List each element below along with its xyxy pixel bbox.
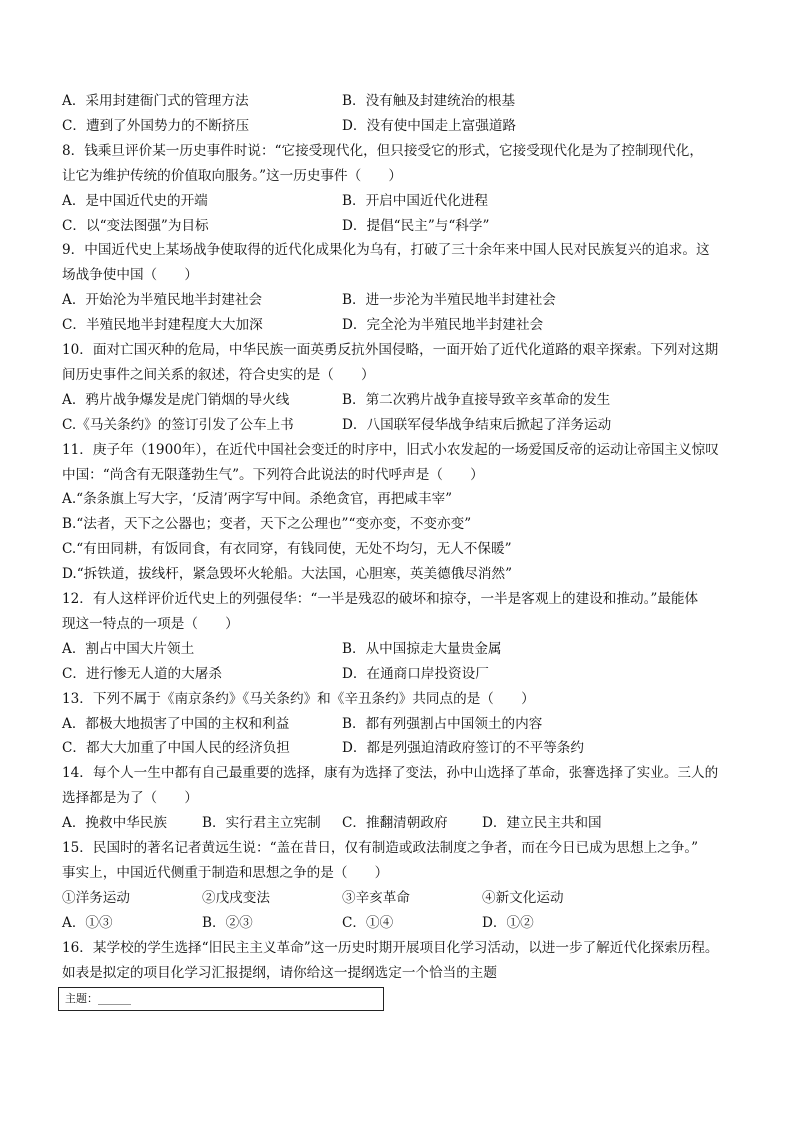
option-item: ①洋务运动 bbox=[62, 890, 130, 906]
option-right: B．没有触及封建统治的根基 bbox=[342, 93, 516, 109]
option-left: C．半殖民地半封建程度大大加深 bbox=[62, 317, 263, 333]
question-text-line: 事实上，中国近代侧重于制造和思想之争的是（ ） bbox=[62, 865, 389, 881]
question-text-line: D.“拆铁道，拔线杆，紧急毁坏火轮船。大法国，心胆寒，英美德俄尽消然” bbox=[62, 566, 513, 582]
question-text-line: 12．有人这样评价近代史上的列强侵华：“一半是残忍的破坏和掠夺，一半是客观上的建设和推动。”最能体 bbox=[62, 591, 699, 607]
option-left: C．以“变法图强”为目标 bbox=[62, 218, 209, 234]
question-text-line: A.“条条旗上写大字，‘反清’两字写中间。杀绝贪官，再把咸丰宰” bbox=[62, 491, 453, 507]
option-item: ②戊戌变法 bbox=[202, 890, 270, 906]
option-item: D．①② bbox=[482, 915, 534, 931]
option-left: A．割占中国大片领土 bbox=[62, 641, 195, 657]
option-right: B．开启中国近代化进程 bbox=[342, 193, 488, 209]
option-item: D．建立民主共和国 bbox=[482, 815, 602, 831]
option-left: C．都大大加重了中国人民的经济负担 bbox=[62, 740, 290, 756]
option-item: C．推翻清朝政府 bbox=[342, 815, 448, 831]
option-right: D．提倡“民主”与“科学” bbox=[342, 218, 490, 234]
question-text-line: 现这一特点的一项是（ ） bbox=[62, 616, 239, 632]
option-left: A．鸦片战争爆发是虎门销烟的导火线 bbox=[62, 392, 290, 408]
option-right: B．都有列强割占中国领土的内容 bbox=[342, 716, 543, 732]
option-item: ④新文化运动 bbox=[482, 890, 564, 906]
option-right: D．没有使中国走上富强道路 bbox=[342, 118, 517, 134]
option-right: B．第二次鸦片战争直接导致辛亥革命的发生 bbox=[342, 392, 611, 408]
option-right: B．从中国掠走大量贵金属 bbox=[342, 641, 502, 657]
option-right: B．进一步沦为半殖民地半封建社会 bbox=[342, 292, 556, 308]
option-left: A．是中国近代史的开端 bbox=[62, 193, 208, 209]
option-item: A．①③ bbox=[62, 915, 113, 931]
question-text-line: 16．某学校的学生选择“旧民主主义革命”这一历史时期开展项目化学习活动，以进一步了解近代化探索历程。 bbox=[62, 940, 719, 956]
option-left: C．进行惨无人道的大屠杀 bbox=[62, 666, 222, 682]
option-item: B．②③ bbox=[202, 915, 253, 931]
option-right: D．都是列强迫清政府签订的不平等条约 bbox=[342, 740, 584, 756]
topic-box: 主题：______ bbox=[58, 987, 384, 1011]
question-text-line: 中国：“尚含有无限蓬勃生气”。下列符合此说法的时代呼声是（ ） bbox=[62, 467, 484, 483]
option-left: A．开始沦为半殖民地半封建社会 bbox=[62, 292, 263, 308]
option-left: A．都极大地损害了中国的主权和利益 bbox=[62, 716, 290, 732]
option-item: A．挽救中华民族 bbox=[62, 815, 167, 831]
option-right: D．在通商口岸投资设厂 bbox=[342, 666, 489, 682]
question-text-line: C.“有田同耕，有饭同食，有衣同穿，有钱同使，无处不均匀，无人不保暖” bbox=[62, 541, 512, 557]
option-right: D．八国联军侵华战争结束后掀起了洋务运动 bbox=[342, 417, 612, 433]
question-text-line: 10．面对亡国灭种的危局，中华民族一面英勇反抗外国侵略，一面开始了近代化道路的艰辛探索。下列对这期 bbox=[62, 342, 719, 358]
option-right: D．完全沦为半殖民地半封建社会 bbox=[342, 317, 544, 333]
question-text-line: 间历史事件之间关系的叙述，符合史实的是（ ） bbox=[62, 367, 375, 383]
question-text-line: 11．庚子年（1900年），在近代中国社会变迁的时序中，旧式小农发起的一场爱国反帝的运动让帝国主义惊叹 bbox=[62, 442, 719, 458]
question-text-line: 场战争使中国（ ） bbox=[62, 267, 198, 283]
question-text-line: 选择都是为了（ ） bbox=[62, 790, 198, 806]
option-item: ③辛亥革命 bbox=[342, 890, 410, 906]
option-left: C．遭到了外国势力的不断挤压 bbox=[62, 118, 250, 134]
question-text-line: 如表是拟定的项目化学习汇报提纲，请你给这一提纲选定一个恰当的主题 bbox=[62, 965, 497, 981]
question-text-line: 13．下列不属于《南京条约》《马关条约》和《辛丑条约》共同点的是（ ） bbox=[62, 691, 535, 707]
option-left: A．采用封建衙门式的管理方法 bbox=[62, 93, 249, 109]
question-text-line: 8．钱乘旦评价某一历史事件时说：“它接受现代化，但只接受它的形式，它接受现代化是为了控制现代化， bbox=[62, 143, 703, 159]
question-text-line: 15．民国时的著名记者黄远生说：“盖在昔日，仅有制造或政法制度之争者，而在今日已成为思想上之争。” bbox=[62, 840, 699, 856]
question-text-line: 14．每个人一生中都有自己最重要的选择，康有为选择了变法，孙中山选择了革命，张謇选择了实业。三人的 bbox=[62, 765, 719, 781]
option-left: C.《马关条约》的签订引发了公车上书 bbox=[62, 417, 294, 433]
question-text-line: B.“法者，天下之公器也；变者，天下之公理也”“变亦变，不变亦变” bbox=[62, 516, 472, 532]
option-item: B．实行君主立宪制 bbox=[202, 815, 321, 831]
question-text-line: 让它为维护传统的价值取向服务。”这一历史事件（ ） bbox=[62, 168, 402, 184]
option-item: C．①④ bbox=[342, 915, 394, 931]
question-text-line: 9．中国近代史上某场战争使取得的近代化成果化为乌有，打破了三十余年来中国人民对民族复兴的追求。这 bbox=[62, 242, 710, 258]
